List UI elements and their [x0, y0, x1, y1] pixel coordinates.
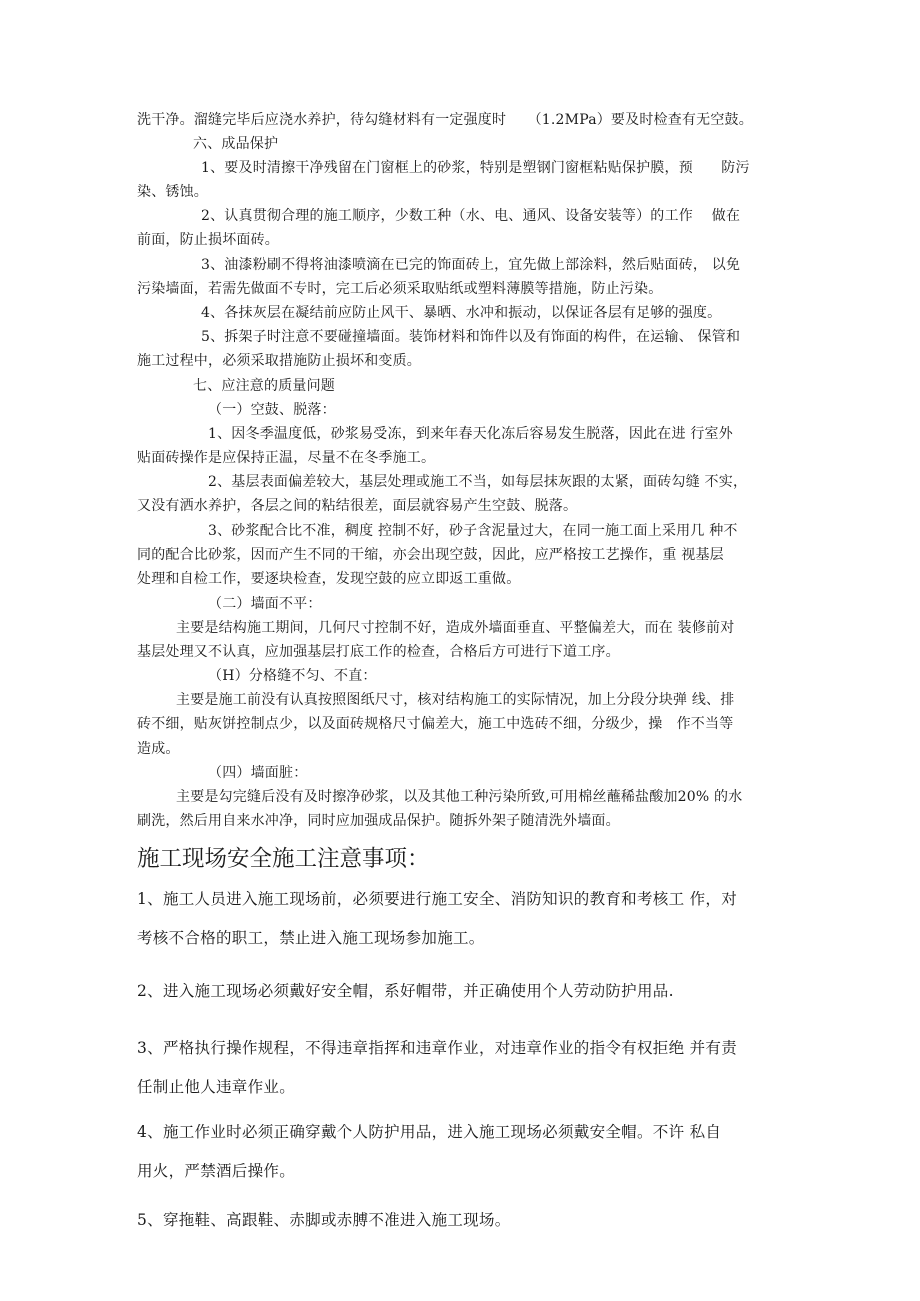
text-line: 前面，防止损坏面砖。 [137, 232, 279, 248]
subsection-heading: （二）墙面不平： [208, 596, 322, 612]
text-line: 施工过程中，必须采取措施防止损坏和变质。 [137, 353, 421, 369]
safety-line: 用火，严禁酒后操作。 [137, 1162, 296, 1180]
safety-line: 2、进入施工现场必须戴好安全帽，系好帽带，并正确使用个人劳动防护用品. [137, 982, 674, 1000]
text-line: 洗干净。溜缝完毕后应浇水养护，待勾缝材料有一定强度时 （1.2MPa）要及时检查有无空鼓。 [137, 112, 753, 128]
text-line: 处理和自检工作，要逐块检查，发现空鼓的应立即返工重做。 [137, 571, 521, 587]
safety-line: 4、施工作业时必须正确穿戴个人防护用品，进入施工现场必须戴安全帽。不许 私自 [137, 1123, 722, 1141]
text-line: 同的配合比砂浆，因而产生不同的干缩，亦会出现空鼓，因此，应严格按工艺操作，重 视基层 [137, 547, 724, 563]
safety-line: 5、穿拖鞋、高跟鞋、赤脚或赤膊不准进入施工现场。 [137, 1211, 511, 1229]
safety-line: 任制止他人违章作业。 [137, 1078, 296, 1096]
text-line: 4、各抹灰层在凝结前应防止风干、暴晒、水冲和振动，以保证各层有足够的强度。 [201, 305, 722, 321]
text-line: 刷洗，然后用自来水冲净，同时应加强成品保护。随拆外架子随清洗外墙面。 [137, 813, 620, 829]
text-line: 基层处理又不认真，应加强基层打底工作的检查，合格后方可进行下道工序。 [137, 644, 620, 660]
text-line: 3、砂浆配合比不准，稠度 控制不好，砂子含泥量过大，在同一施工面上采用几 种不 [208, 523, 738, 539]
section-heading: 七、应注意的质量问题 [193, 378, 335, 394]
text-line: 3、油漆粉刷不得将油漆喷滴在已完的饰面砖上，宜先做上部涂料，然后贴面砖， 以免 [201, 257, 741, 273]
text-line: 2、认真贯彻合理的施工顺序，少数工种（水、电、通风、设备安装等）的工作 做在 [201, 208, 741, 224]
safety-title: 施工现场安全施工注意事项： [137, 846, 430, 872]
subsection-heading: （H）分格缝不匀、不直： [208, 668, 377, 684]
text-line: 主要是结构施工期间，几何尺寸控制不好，造成外墙面垂直、平整偏差大，而在 装修前对 [176, 620, 735, 636]
text-line: 造成。 [137, 741, 180, 757]
text-line: 1、要及时清擦干净残留在门窗框上的砂浆，特别是塑钢门窗框粘贴保护膜，预 防污 [201, 160, 750, 176]
text-line: 主要是勾完缝后没有及时擦净砂浆，以及其他工种污染所致,可用棉丝蘸稀盐酸加20% 的水 [176, 789, 743, 805]
text-line: 1、因冬季温度低，砂浆易受冻，到来年春天化冻后容易发生脱落，因此在进 行室外 [208, 426, 733, 442]
text-line: 5、拆架子时注意不要碰撞墙面。装饰材料和饰件以及有饰面的构件，在运输、 保管和 [201, 329, 741, 345]
text-line: 贴面砖操作是应保持正温，尽量不在冬季施工。 [137, 450, 436, 466]
text-line: 污染墙面，若需先做面不专时，完工后必须采取贴纸或塑料薄膜等措施，防止污染。 [137, 281, 663, 297]
text-line: 主要是施工前没有认真按照图纸尺寸，核对结构施工的实际情况，加上分段分块弹 线、排 [176, 692, 735, 708]
safety-line: 3、严格执行操作规程，不得违章指挥和违章作业，对违章作业的指令有权拒绝 并有责 [137, 1039, 737, 1057]
subsection-heading: （一）空鼓、脱落： [208, 402, 336, 418]
text-line: 又没有洒水养护，各层之间的粘结很差，面层就容易产生空鼓、脱落。 [137, 498, 578, 514]
text-line: 染、锈蚀。 [137, 184, 208, 200]
section-heading: 六、成品保护 [193, 136, 279, 152]
safety-line: 考核不合格的职工，禁止进入施工现场参加施工。 [137, 929, 485, 947]
text-line: 砖不细，贴灰饼控制点少，以及面砖规格尺寸偏差大，施工中选砖不细，分级少，操 作不当等 [137, 716, 734, 732]
safety-line: 1、施工人员进入施工现场前，必须要进行施工安全、消防知识的教育和考核工 作，对 [137, 890, 737, 908]
subsection-heading: （四）墙面脏： [208, 765, 308, 781]
text-line: 2、基层表面偏差较大，基层处理或施工不当，如每层抹灰跟的太紧，面砖勾缝 不实， [208, 474, 748, 490]
